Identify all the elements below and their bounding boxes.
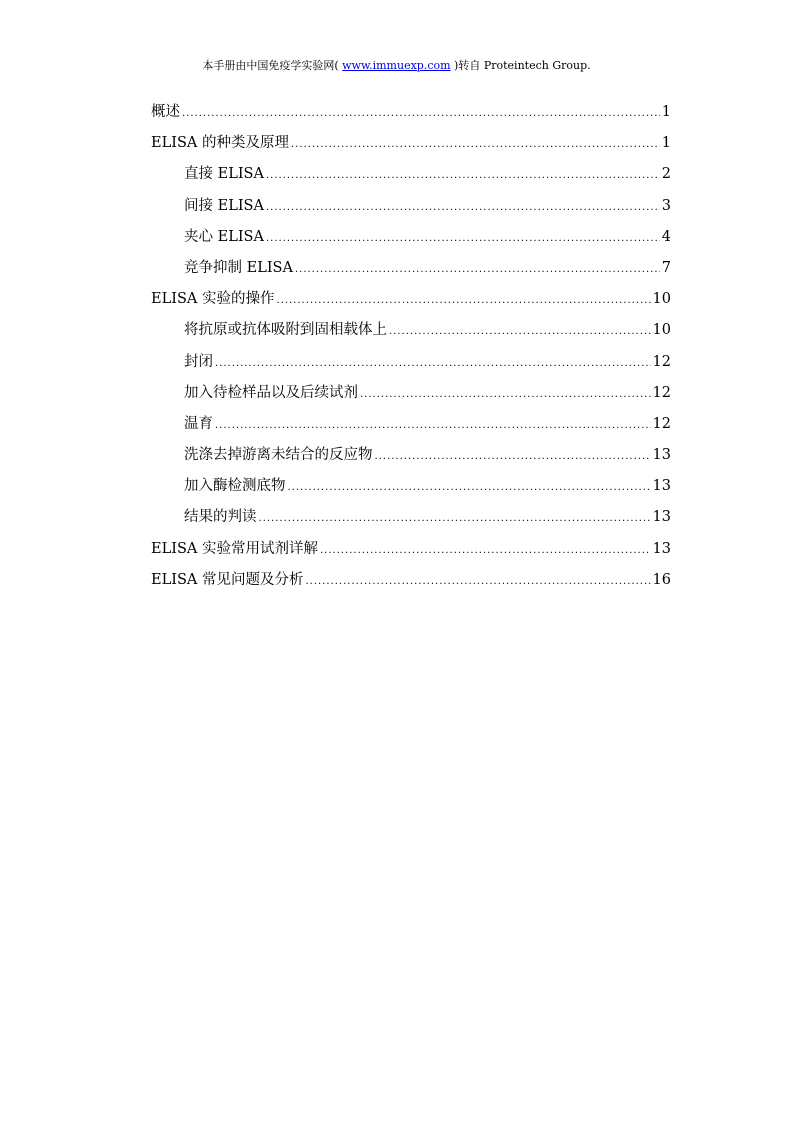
toc-dot-leader xyxy=(305,571,650,593)
toc-entry[interactable] xyxy=(151,257,671,288)
toc-dot-leader xyxy=(276,290,650,312)
toc-entry-page: 13 xyxy=(652,478,671,495)
toc-entry[interactable] xyxy=(151,288,671,319)
toc-entry-page: 12 xyxy=(652,353,671,370)
toc-entry-page: 16 xyxy=(652,571,671,588)
toc-entry[interactable] xyxy=(151,195,671,226)
toc-entry-page: 7 xyxy=(661,259,671,276)
toc-dot-leader xyxy=(215,415,651,437)
toc-entry-label: 洗涤去掉游离未结合的反应物 xyxy=(184,447,373,464)
toc-entry-label: ELISA 实验常用试剂详解 xyxy=(151,540,318,557)
toc-dot-leader xyxy=(375,446,651,468)
toc-entry-label: 概述 xyxy=(151,104,180,120)
toc-dot-leader xyxy=(288,477,651,499)
toc-entry-page: 12 xyxy=(652,415,671,432)
toc-entry-page: 1 xyxy=(661,135,671,152)
toc-entry-page: 4 xyxy=(661,228,671,245)
toc-entry-label: 间接 ELISA xyxy=(184,197,264,214)
toc-entry-label: ELISA 的种类及原理 xyxy=(151,135,289,152)
toc-entry-label: 夹心 ELISA xyxy=(184,228,264,245)
header-prefix: 本手册由中国免疫学实验网( xyxy=(202,59,339,72)
toc-dot-leader xyxy=(291,134,660,156)
toc-entry-page: 12 xyxy=(652,384,671,401)
toc-entry[interactable] xyxy=(151,101,671,132)
toc-entry-page: 13 xyxy=(652,509,671,526)
toc-entry-page: 3 xyxy=(661,197,671,214)
toc-entry-page: 13 xyxy=(652,540,671,557)
toc-entry-label: ELISA 常见问题及分析 xyxy=(151,571,304,588)
toc-entry[interactable] xyxy=(151,382,671,413)
toc-entry-label: 将抗原或抗体吸附到固相载体上 xyxy=(184,322,387,339)
header-suffix: )转自 Proteintech Group. xyxy=(454,59,591,72)
toc-entry[interactable] xyxy=(151,351,671,382)
toc-entry-page: 1 xyxy=(661,104,671,120)
toc-entry-page: 10 xyxy=(652,291,671,308)
toc-entry[interactable] xyxy=(151,569,671,600)
toc-dot-leader xyxy=(360,384,651,406)
toc-entry-label: 温育 xyxy=(184,415,213,432)
toc-entry-label: 竞争抑制 ELISA xyxy=(184,259,293,276)
toc-entry-label: ELISA 实验的操作 xyxy=(151,291,275,308)
toc-entry-label: 加入待检样品以及后续试剂 xyxy=(184,384,358,401)
page-header xyxy=(0,59,793,73)
toc-dot-leader xyxy=(215,353,651,375)
toc-entry-label: 直接 ELISA xyxy=(184,166,264,183)
header-link[interactable]: www.immuexp.com xyxy=(342,59,451,72)
table-of-contents xyxy=(151,101,671,600)
toc-dot-leader xyxy=(266,228,660,250)
toc-entry-page: 13 xyxy=(652,447,671,464)
toc-entry[interactable] xyxy=(151,475,671,506)
toc-entry[interactable] xyxy=(151,506,671,537)
toc-dot-leader xyxy=(266,197,660,219)
toc-entry-page: 10 xyxy=(652,322,671,339)
toc-entry[interactable] xyxy=(151,226,671,257)
toc-entry[interactable] xyxy=(151,163,671,194)
toc-dot-leader xyxy=(320,540,651,562)
toc-entry[interactable] xyxy=(151,132,671,163)
toc-entry-label: 加入酶检测底物 xyxy=(184,478,286,495)
toc-entry-label: 结果的判读 xyxy=(184,509,257,526)
toc-dot-leader xyxy=(295,259,660,281)
toc-entry[interactable] xyxy=(151,538,671,569)
toc-entry-label: 封闭 xyxy=(184,353,213,370)
toc-dot-leader xyxy=(389,321,651,343)
toc-entry[interactable] xyxy=(151,413,671,444)
toc-entry[interactable] xyxy=(151,319,671,350)
toc-entry-page: 2 xyxy=(661,166,671,183)
toc-dot-leader xyxy=(266,165,660,187)
toc-dot-leader xyxy=(182,103,660,125)
toc-entry[interactable] xyxy=(151,444,671,475)
toc-dot-leader xyxy=(259,508,651,530)
